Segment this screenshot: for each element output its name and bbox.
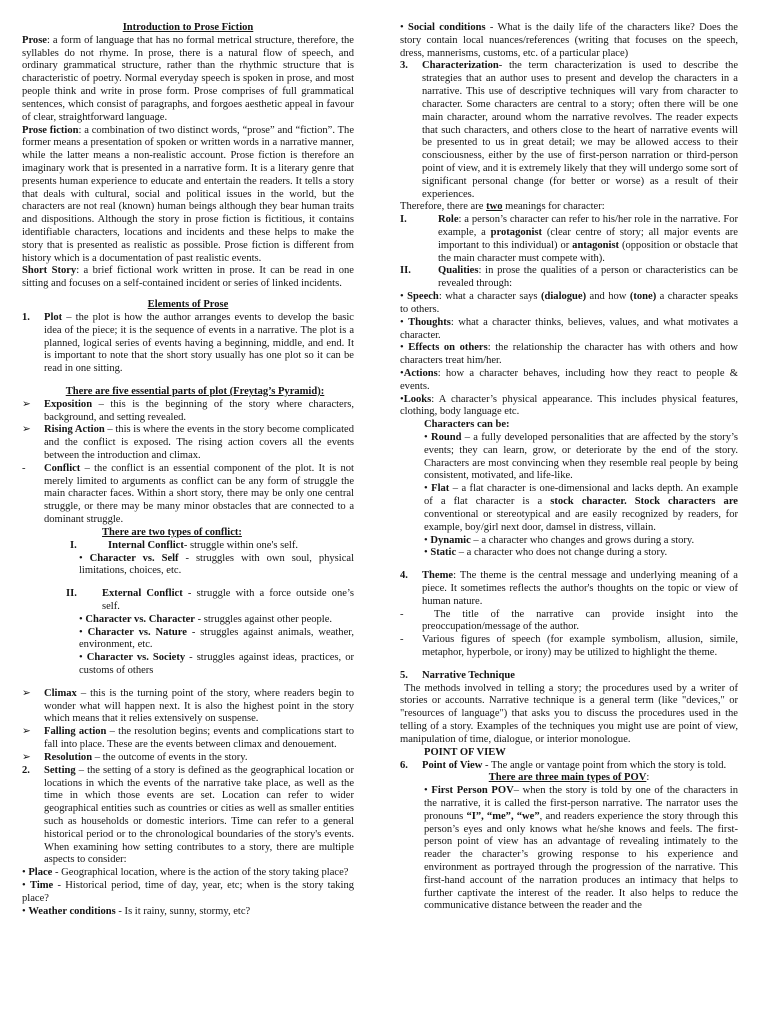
freytag-heading: There are five essential parts of plot (Freytag’s Pyramid): (65, 385, 325, 397)
left-column (22, 22, 354, 918)
setting-place: • Place - Geographical location, where is the action of the story taking place? (22, 867, 349, 879)
character-vs-nature: • Character vs. Nature - struggles against animals, weather, environment, etc. (79, 626, 354, 651)
exposition-item: ➢ Exposition – this is the beginning of the story where characters, background, and setting revealed. (22, 398, 354, 423)
rising-action-item: ➢ Rising Action – this is where the events in the story become complicated and the conflict is exposed. The rising action covers all the events between the introduction and climax. (22, 424, 354, 461)
first-person-pov: • First Person POV– when the story is told by one of the characters in the narrative, it is called the first-person narrative. The narrator uses the pronouns “I”, “me”, “we”, and readers experience the story through this person’s eyes and only knows what he/she knows and feels. The first-person point of view has an advantage of revealing intimately to the reader the character’s growing response to his experience and environment as portrayed through the progression of the narrative. This first-hand account of the narration produces an intimacy that helps to further captivate the interest of the reader. It also helps to reduce the communicative distance between the reader and the (424, 785, 738, 912)
characterization-item: 3. Characterization- the term characterization is used to describe the strategies that an author uses to present and develop the characters in a narrative. This use of descriptive techniques will vary from character to character. Some characters are central to a story; often there will be one main character, around whom the narrative revolves. The reader expects that such characters, and others close to the heart of narrative events will be presented to us in great detail; we may be allowed access to their consciousness, either by the use of first-person narration or third-person point of view, and it is extremely likely that they will undergo some sort of significant personal change (for better or worse) as a result of their experiences. (400, 60, 738, 200)
social-conditions: • Social conditions - What is the daily life of the characters like? Does the story contain local nuances/references (writing that focuses on the speech, dress, mannerisms, customs, etc. of a particular place) (400, 22, 738, 59)
theme-figures-note: - Various figures of speech (for example symbolism, allusion, simile, metaphor, hyperbole, or irony) may be utilized to highlight the theme. (400, 634, 738, 658)
speech-quality: • Speech: what a character says (dialogue) and how (tone) a character speaks to others. (400, 291, 738, 315)
character-vs-society: • Character vs. Society - struggles against ideas, practices, or customs of others (79, 652, 354, 676)
point-of-view-caps: POINT OF VIEW (424, 746, 506, 758)
character-vs-self: • Character vs. Self - struggles with own soul, physical limitations, choices, etc. (79, 552, 355, 577)
theme-item: 4. Theme: The theme is the central message and underlying meaning of a piece. It sometimes reflects the author's thoughts on the topic or view of human nature. (400, 570, 738, 607)
thoughts-quality: • Thoughts: what a character thinks, believes, values, and what motivates a character. (400, 316, 739, 341)
internal-conflict: I. Internal Conflict- struggle within one's self. (70, 539, 298, 551)
narrative-technique-item: 5. Narrative Technique (400, 669, 515, 681)
dynamic-character: • Dynamic – a character who changes and grows during a story. (424, 534, 695, 546)
static-character: • Static – a character who does not change during a story. (424, 547, 668, 559)
point-of-view-item: 6. Point of View - The angle or vantage point from which the story is told. (400, 759, 727, 771)
setting-weather: • Weather conditions - Is it rainy, sunny, stormy, etc? (22, 905, 251, 917)
prose-fiction-definition: Prose fiction: a combination of two distinct words, “prose” and “fiction”. The former means a presentation of spoken or written words in a narrative manner, while the latter means a non-realistic account. Prose fiction is therefore an imaginary work that is presented in a narrative form. It is a literary genre that presents human experience to educate and entertain the readers. It tells a story that deals with cultural, social and political issues in the world, but the characters are not real (known) human beings although they bear human traits and dispositions. Although the story in prose fiction is fictitious, it contains identifiable characters, locations and incidents and these helps to make the story that is presented as realistic as possible. Prose fiction is different from history which is a documentation of past realistic events. (22, 124, 354, 264)
setting-time: • Time - Historical period, time of day, year, etc; when is the story taking place? (22, 880, 354, 904)
flat-character: • Flat – a flat character is one-dimensional and lacks depth. An example of a flat character is a stock character. Stock characters are conventional or stereotypical and are easily recognized by readers, for example, boy/girl next door, damsel in distress, villain. (424, 483, 738, 533)
actions-quality: •Actions: how a character behaves, including how they react to people & events. (400, 367, 738, 392)
qualities-item: II. Qualities: in prose the qualities of a person or characteristics can be revealed through: (400, 265, 738, 290)
role-item: I. Role: a person’s character can refer to his/her role in the narrative. For example, a protagonist (clear centre of story; all major events are important to this individual) or antagonist (opposition or obstacle that the main character must compete with). (400, 214, 738, 264)
characters-can-be: Characters can be: (424, 419, 510, 431)
prose-definition: Prose: a form of language that has no formal metrical structure, therefore, the syllables do not rhyme. In prose, there is a natural flow of speech, and ordinary grammatical structure, rather than the rhythmic structure that is characteristic of poetry. Normal everyday speech is spoken in prose, and most people think and write in prose form. Prose comprises of full grammatical sentences, which consist of paragraphs, and forgoes aesthetic appeal in favour of clear, straightforward language. (22, 34, 354, 123)
conflict-types-heading: There are two types of conflict: (102, 526, 242, 538)
pov-types-heading: There are three main types of POV: (488, 772, 650, 784)
theme-title-note: - The title of the narrative can provide insight into the preoccupation/message of the author. (400, 608, 738, 633)
character-meanings-intro: Therefore, there are two meanings for character: (400, 201, 605, 213)
character-vs-character: • Character vs. Character - struggles against other people. (79, 613, 333, 625)
falling-action-item: ➢ Falling action – the resolution begins; events and complications start to fall into place. These are the events between climax and denouement. (22, 726, 354, 751)
narrative-technique-text: The methods involved in telling a story; the procedures used by a writer of stories or accounts. Narrative technique is a general term (like "devices," or "resources of language") that asks you to discuss the procedures used in the telling of a story. Examples of the techniques you might use are point of view, manipulation of time, dialogue, or interior monologue. (400, 682, 738, 745)
external-conflict: II. External Conflict - struggle with a force outside one’s self. (66, 588, 354, 612)
conflict-item: - Conflict – the conflict is an essential component of the plot. It is not merely limited to arguments as conflict can be any form of struggle the main character faces. Within a short story, there may be only one central struggle, or there may be many minor obstacles that are connected to a dominant struggle. (22, 462, 354, 526)
document-title: Introduction to Prose Fiction (122, 22, 254, 33)
right-column (400, 22, 738, 913)
elements-heading: Elements of Prose (147, 299, 229, 311)
resolution-item: ➢ Resolution – the outcome of events in the story. (22, 751, 248, 763)
plot-item: 1. Plot – the plot is how the author arranges events to develop the basic idea of the piece; it is the sequence of events in a narrative. The plot is a planned, logical series of events having a beginning, middle, and end. It is important to note that the short story usually has one plot so it can be read in one sitting. (22, 311, 354, 375)
short-story-definition: Short Story: a brief fictional work written in prose. It can be read in one sitting and focuses on a self-contained incident or series of linked incidents. (22, 265, 354, 290)
character-kinds (400, 419, 738, 560)
looks-quality: •Looks: A character’s physical appearance. This includes physical features, clothing, body language etc. (400, 393, 738, 418)
setting-item: 2. Setting – the setting of a story is defined as the geographical location or locations in which the events of the narrative take place, as well as the time in which those events are set. Location can refer to wider geographical entities such as countries or cities as well as smaller entities such as households or domestic interiors. Time can refer to a general historical period or to the chronological boundaries of the story's events. When examining how setting contributes to a story, there are multiple aspects to consider: (22, 764, 354, 866)
climax-item: ➢ Climax – this is the turning point of the story, where readers begin to wonder what will happen next. It is also the highest point in the story which means that it relies extensively on suspense. (22, 687, 354, 725)
round-character: • Round – a fully developed personalities that are affected by the story’s events; they can learn, grow, or deteriorate by the end of the story. Characters are most convincing when they resemble real people by being consistent, motivated, and life-like. (424, 432, 738, 482)
effects-quality: • Effects on others: the relationship the character has with others and how characters treat him/her. (400, 342, 738, 367)
